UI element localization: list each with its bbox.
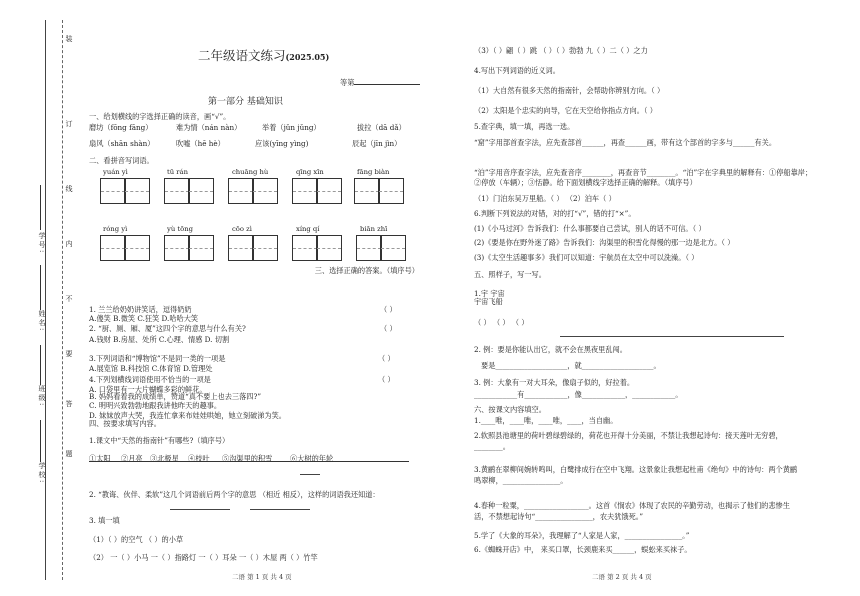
writing-box[interactable]	[164, 235, 190, 261]
pinyin-label: róng yì	[103, 225, 128, 233]
q4-1-option: ⑤沟渠里的积雪	[222, 454, 273, 463]
name-label: 姓名:	[38, 310, 46, 333]
writing-box[interactable]	[316, 178, 342, 204]
class-blank[interactable]	[40, 345, 42, 385]
grade-blank[interactable]	[354, 84, 420, 85]
page-title	[198, 46, 329, 64]
pinyin-label: chuāng hù	[232, 168, 269, 176]
q6-judge-item: (3)《太空生活趣事多》我们可以知道：宇航员在太空中可以洗澡。（ ）	[474, 253, 699, 262]
q5-dict-line2-text: “泊”字用音序查字法，应先查音序________，再查音节________。“泊”字在字典里的解释有：①停船靠岸；②停放（车辆）；③恬静。给下面划横线字选择正确的解释。（填序号）	[474, 168, 813, 187]
answer-paren[interactable]: （ ）	[380, 305, 397, 314]
q5-dict-line3: （1）门泊东吴万里船。（ ） （2）泊车（ ）	[474, 194, 616, 203]
writing-box[interactable]	[292, 178, 318, 204]
q6-judge-item: (2)《要是你在野外迷了路》告诉我们：沟渠里的积雪化得慢的那一边是北方。（ ）	[474, 238, 735, 247]
q3-line: 4.下列划横线词语使用不恰当的一项是	[89, 375, 211, 384]
q4-synonym-1: （1）大自然有很多天然的指南针，会帮助你辨别方向。（ ）	[474, 86, 665, 95]
q1-item: 辰起（jīn jìn）	[352, 139, 402, 148]
writing-box[interactable]	[228, 235, 254, 261]
title-date: (2025.05)	[285, 52, 330, 62]
q4-1-option: ③北极星	[150, 454, 179, 463]
writing-box[interactable]	[164, 178, 190, 204]
q5b-example: 1.宇 宇宙	[474, 289, 505, 298]
q3-line: 1. 兰兰给奶奶讲笑话，逗得奶奶	[89, 305, 192, 314]
q4-3b: （2） 一（ ）小马 一（ ）指路灯 一（ ）耳朵 一（ ）木屋 两（ ）竹竿	[89, 553, 318, 562]
writing-box[interactable]	[380, 235, 406, 261]
writing-box[interactable]	[124, 235, 150, 261]
q1-item: 举着（jǔn jǔng）	[262, 123, 321, 132]
q5b-title: 五、照样子，写一写。	[474, 270, 546, 279]
answer-line[interactable]	[300, 474, 320, 475]
q3-line: 3.下列词语和“博物馆”不是同一类的一项是	[89, 354, 226, 363]
writing-box[interactable]	[252, 235, 278, 261]
q1-item: 扇风（shān shàn）	[89, 139, 155, 148]
q1-item: 吹嘘（hē hè）	[176, 139, 225, 148]
answer-line[interactable]	[560, 336, 784, 337]
q4-3: 3. 填一填	[89, 516, 120, 525]
q4-synonym-title: 4.写出下列词语的近义词。	[474, 66, 560, 75]
cut-char-1: 装	[65, 35, 73, 44]
q5b-example-b: 宇宙飞船	[474, 297, 503, 306]
q3-title	[89, 264, 419, 278]
q3-line: 2. “厨、厕、厢、厦”这四个字的意思与什么有关?	[89, 324, 246, 333]
cut-char-3: 线	[65, 185, 73, 194]
q4-synonym-2: （2）太阳是个忠实的向导，它在天空给你指点方向。（ ）	[474, 106, 657, 115]
cut-char-6: 要	[65, 350, 73, 359]
binding-border-line	[45, 20, 46, 580]
q6b-title: 六、按课文内容填空。	[474, 405, 546, 414]
q6b-2-text: 2.软照县池塘里的荷叶碧绿碧绿的，荷花也开得十分美丽，不禁让我想起诗句：接天莲叶无穷碧，________。	[474, 431, 783, 451]
grade-label	[340, 78, 420, 87]
student-id-blank[interactable]	[40, 185, 42, 230]
pinyin-label: xíng qí	[296, 225, 320, 233]
q1-item: 应该(yīng yìng)	[255, 139, 309, 148]
q6b-4-text: 4.春种一粒粟，__________________。这首《悯农》体现了农民的辛勤劳动，也揭示了他们的悲惨生活，不禁想起诗句“________________，农夫犹饿死。”	[474, 501, 790, 521]
q4-3a: （1）（ ）的空气 （ ）的小草	[89, 535, 184, 544]
page-footer: 二语 第 1 页 共 4 页	[232, 573, 292, 581]
writing-box[interactable]	[100, 178, 126, 204]
part1-title: 第一部分 基础知识	[208, 97, 283, 107]
writing-box[interactable]	[356, 235, 382, 261]
q4-1-option: ①太阳	[89, 454, 111, 463]
writing-box[interactable]	[188, 235, 214, 261]
q5b-3-fill[interactable]: ____________有____________，像____________，____________。	[474, 390, 683, 399]
q6b-6: 6.《蜘蛛开店》中， 来买口罩，长颈鹿来买______，蜈蚣来买袜子。	[474, 545, 692, 554]
binding-cut-line	[62, 20, 63, 580]
cut-char-7: 答	[65, 400, 73, 409]
pinyin-label: qīng xīn	[296, 168, 324, 176]
pinyin-label: fāng biàn	[357, 168, 390, 176]
q5b-2-fill[interactable]: 要是____________________，就____________________。	[481, 361, 661, 370]
q1-item: 难为情（nán nàn）	[176, 123, 242, 132]
cut-char-5: 不	[65, 295, 73, 304]
q2-title: 二、看拼音写词语。	[89, 156, 154, 165]
writing-box[interactable]	[378, 178, 404, 204]
q3-line: D. 妹妹放声大哭，我连忙拿来布娃娃哄她，她立刻破涕为笑。	[89, 411, 286, 420]
q6b-5: 5.学了《大象的耳朵》，我理解了“人家是人家，________________。”	[474, 531, 690, 540]
answer-paren[interactable]: （ ）	[378, 354, 395, 363]
q6b-3	[474, 464, 804, 486]
school-label: 学校:	[38, 462, 46, 485]
school-blank[interactable]	[40, 420, 42, 462]
q4-1-option: ④枝叶	[188, 454, 210, 463]
q6-judge-item: (1)《小马过河》告诉我们：什么事都要自己尝试，别人的话不可信。（ ）	[474, 224, 706, 233]
q5-dict-title: 5.查字典，填一填，再选一选。	[474, 122, 575, 131]
q1-item: 拔拉（dā dǎ）	[357, 123, 406, 132]
answer-paren[interactable]: （ ）	[380, 324, 397, 333]
writing-box[interactable]	[354, 178, 380, 204]
q6b-3-text: 3.黄鹂在翠柳间婉转鸣叫，白鹭排成行在空中飞翔。这景象让我想起杜甫《绝句》中的诗句：两个黄鹂鸣翠柳，________________。	[474, 465, 798, 485]
pinyin-label: tū rán	[167, 168, 188, 176]
q3-line: A. 口袋里有一大片蝴蝶多彩的鲜花。	[89, 385, 207, 394]
answer-line[interactable]	[170, 509, 230, 510]
q6-judge-title: 6.判断下列说法的对错，对的打“√”，错的打“×”。	[474, 209, 636, 218]
q5-dict-line1: “窟”字用部首查字法，应先查部首______，再查______画，带有这个部首的字多与______有关。	[474, 138, 777, 147]
cut-char-2: 订	[65, 120, 73, 129]
page-footer: 二语 第 2 页 共 4 页	[592, 573, 652, 581]
q5b-3: 3. 例：大象有一对大耳朵，像扇子似的，好拉着。	[474, 378, 635, 387]
q4-title: 四、按要求填写内容。	[89, 419, 161, 428]
name-blank[interactable]	[40, 265, 42, 310]
pinyin-label: biān zhī	[360, 225, 388, 233]
class-label: 班级:	[38, 385, 46, 408]
q3-line: A.钱财 B.房屋、处所 C.心理、情感 D. 切割	[89, 335, 230, 344]
writing-box[interactable]	[188, 178, 214, 204]
pinyin-label: cōo zì	[232, 225, 252, 233]
writing-box[interactable]	[228, 178, 254, 204]
cut-char-4: 内	[65, 240, 73, 249]
pinyin-label: yù tōng	[167, 225, 193, 233]
q4-2: 2. “教诲、伙伴、柔软”这几个词语前后两个字的意思 （相近 相反），这样的词语我还知道：	[89, 490, 380, 499]
q5b-2: 2. 例：要是你能认出它，就不会在黑夜里乱闯。	[474, 345, 627, 354]
q4-1-option: ⑥大树的年轮	[290, 454, 334, 463]
writing-box[interactable]	[316, 235, 342, 261]
answer-line[interactable]	[250, 509, 310, 510]
q6b-4	[474, 500, 804, 522]
writing-box[interactable]	[292, 235, 318, 261]
q4-1: 1.课文中“天然的指南针”有哪些?（填序号）	[89, 436, 230, 445]
q1-title: 一、给划横线的字选择正确的读音，画“√”。	[89, 112, 231, 121]
writing-box[interactable]	[124, 178, 150, 204]
q6b-1: 1.____唯，____唯，____唯，____，当自幽。	[474, 416, 618, 425]
q6b-2	[474, 430, 804, 452]
q3-line: A.傻笑 B.微笑 C.狂笑 D.哈哈大笑	[89, 314, 199, 323]
q3-line: A.展览馆 B.科技馆 C.体育馆 D.管理处	[89, 364, 213, 373]
q3-line: B. 妈妈看着我的成绩单，赞道“真不要上也去三落四?”	[89, 392, 261, 401]
q5-dict-line2	[474, 168, 814, 188]
pinyin-label: yuán yì	[103, 168, 128, 176]
writing-box[interactable]	[252, 178, 278, 204]
answer-line[interactable]	[89, 461, 409, 462]
q1-item: 磨坊（fōng fāng）	[89, 123, 153, 132]
q5b-blanks[interactable]: （ ） （ ） （ ）	[474, 318, 529, 327]
q3-line: C. 明明兴致勃勃地跟我讲他昨天的趣事。	[89, 401, 222, 410]
cut-char-8: 题	[65, 450, 73, 459]
q3-title-text: 三、选择正确的答案。（填序号）	[314, 266, 419, 275]
title-text: 二年级语文练习	[198, 48, 286, 63]
grade-label-text: 等第	[340, 78, 355, 87]
q4-1-option: ②月亮	[121, 454, 143, 463]
answer-paren[interactable]: （ ）	[378, 375, 395, 384]
writing-box[interactable]	[100, 235, 126, 261]
student-id-label: 学号:	[38, 232, 46, 255]
fill-idioms: （3）（ ）翩（ ）跳 （ ）（ ）勃勃 九（ ）二（ ）之力	[474, 46, 648, 55]
